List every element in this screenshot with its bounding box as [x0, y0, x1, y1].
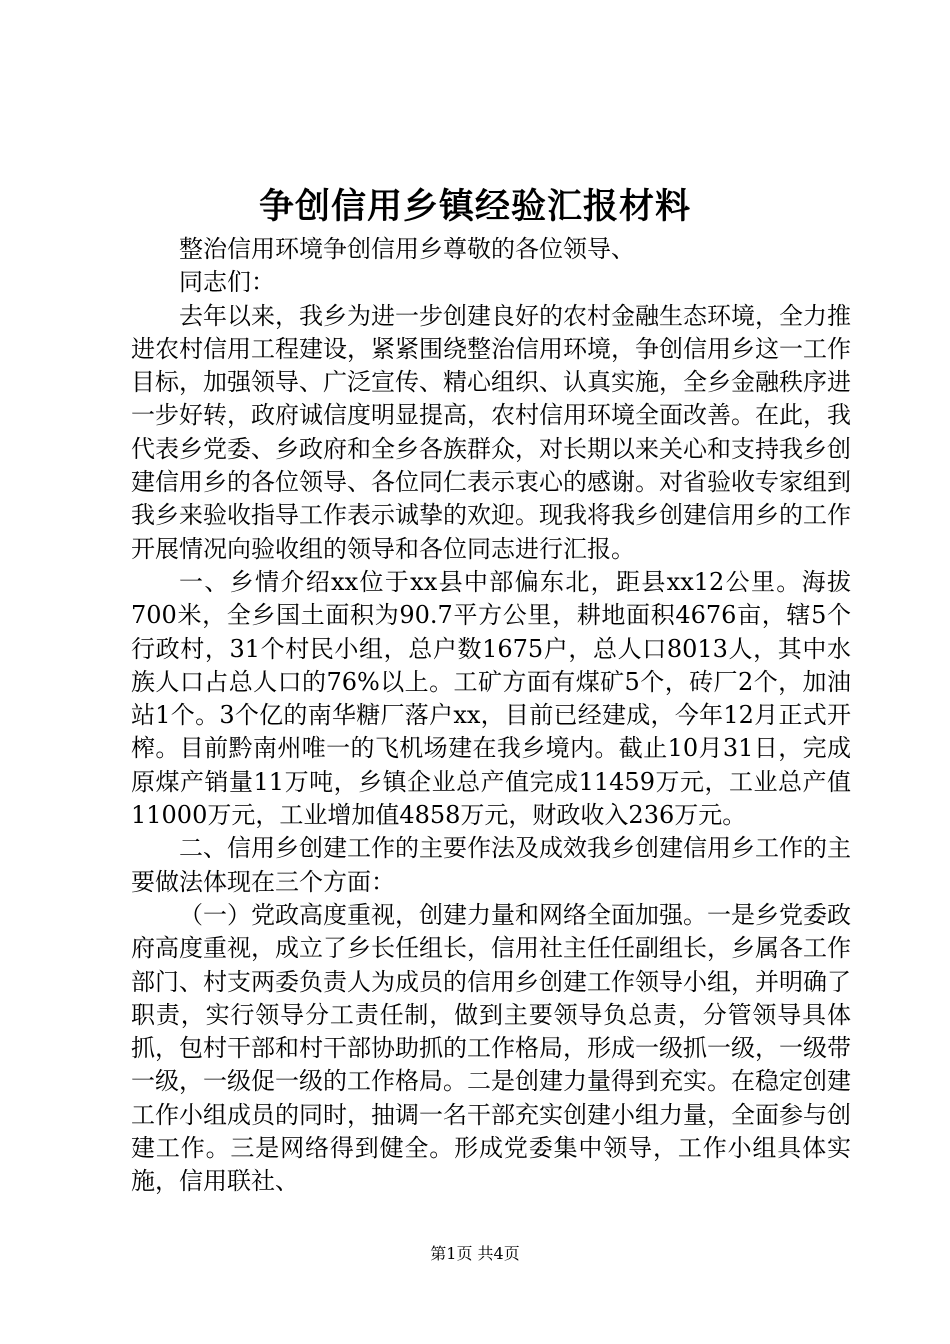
intro-paragraph: 去年以来，我乡为进一步创建良好的农村金融生态环境，全力推进农村信用工程建设，紧紧围绕整治信用环境，争创信用乡这一工作目标，加强领导、广泛宣传、精心组织、认真实施，全乡金融秩序进一步好转，政府诚信度明显提高，农村信用环境全面改善。在此，我代表乡党委、乡政府和全乡各族群众，对长期以来关心和支持我乡创建信用乡的各位领导、各位同仁表示衷心的感谢。对省验收专家组到我乡来验收指导工作表示诚挚的欢迎。现我将我乡创建信用乡的工作开展情况向验收组的领导和各位同志进行汇报。: [131, 301, 851, 563]
subsection-one-paragraph: （一）党政高度重视，创建力量和网络全面加强。一是乡党委政府高度重视，成立了乡长任组长，信用社主任任副组长，乡属各工作部门、村支两委负责人为成员的信用乡创建工作领导小组，并明确了职责，实行领导分工责任制，做到主要领导负总责，分管领导具体抓，包村干部和村干部协助抓的工作格局，形成一级抓一级，一级带一级，一级促一级的工作格局。二是创建力量得到充实。在稳定创建工作小组成员的同时，抽调一名干部充实创建小组力量，全面参与创建工作。三是网络得到健全。形成党委集中领导，工作小组具体实施，信用联社、: [131, 900, 851, 1196]
township-overview-paragraph: 一、乡情介绍xx位于xx县中部偏东北，距县xx12公里。海拔700米，全乡国土面积为90.7平方公里，耕地面积4676亩，辖5个行政村，31个村民小组，总户数1675户，总人口8013人，其中水族人口占总人口的76%以上。工矿方面有煤矿5个，砖厂2个，加油站1个。3个亿的南华糖厂落户xx，目前已经建成，今年12月正式开榨。目前黔南州唯一的飞机场建在我乡境内。截止10月31日，完成原煤产销量11万吨，乡镇企业总产值完成11459万元，工业总产值11000万元，工业增加值4858万元，财政收入236万元。: [131, 567, 851, 830]
salutation-continued: 同志们：: [179, 268, 275, 297]
salutation-paragraph: 整治信用环境争创信用乡尊敬的各位领导、: [179, 235, 635, 263]
document-body: [131, 233, 851, 1199]
document-title: 争创信用乡镇经验汇报材料: [258, 186, 691, 227]
page-footer: 第1页 共4页: [430, 1244, 520, 1263]
section-two-heading-paragraph: 二、信用乡创建工作的主要作法及成效我乡创建信用乡工作的主要做法体现在三个方面：: [131, 834, 851, 896]
